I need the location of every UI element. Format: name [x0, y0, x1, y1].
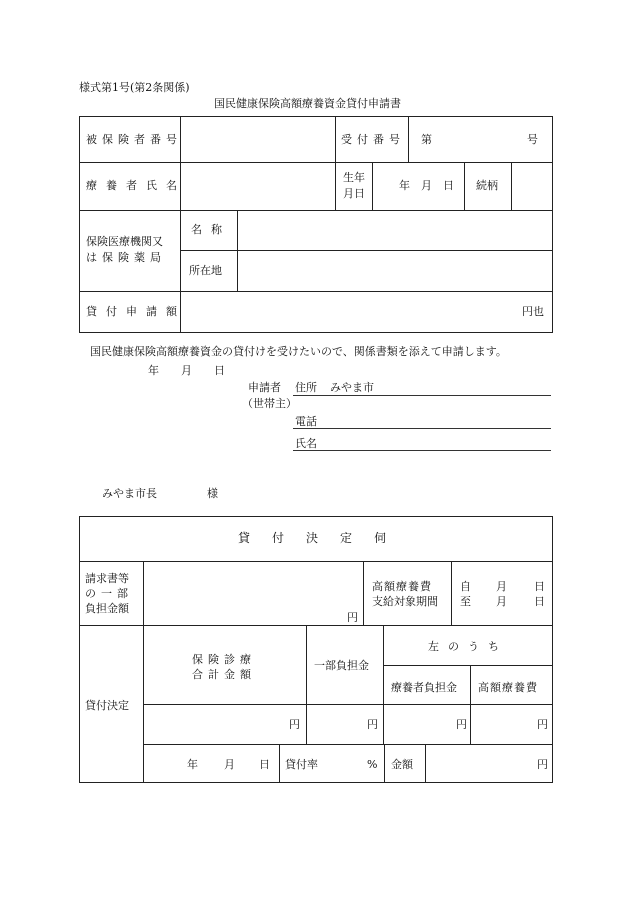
partial-burden-field[interactable]	[310, 707, 366, 741]
yen-exact-label: 円也	[522, 305, 544, 318]
applicant-address-label: 住所	[295, 381, 317, 394]
from-label: 自	[460, 580, 471, 593]
insured-number-label: 被保険者番号	[86, 133, 182, 146]
loan-amount-field[interactable]	[186, 294, 516, 329]
billed-label-2: の一部	[85, 587, 133, 600]
birth-label-1: 生年	[343, 171, 365, 184]
insured-number-field[interactable]	[186, 118, 332, 160]
form-title: 国民健康保険高額療養資金貸付申請書	[214, 97, 401, 110]
institution-address-label: 所在地	[189, 264, 222, 277]
birth-label-2: 月日	[343, 187, 365, 200]
receipt-number-label: 受付番号	[341, 133, 405, 146]
to-label: 至	[460, 595, 471, 608]
decision-amount-field[interactable]	[430, 748, 530, 780]
patient-burden-yen: 円	[456, 718, 467, 731]
applicant-phone-line[interactable]	[293, 428, 551, 429]
insurance-total-label-1: 保険診療	[192, 653, 256, 666]
institution-name-field[interactable]	[241, 213, 549, 247]
high-cost-yen: 円	[537, 718, 548, 731]
application-date[interactable]: 年 月 日	[148, 364, 225, 377]
patient-name-field[interactable]	[186, 165, 332, 207]
receipt-dai: 第	[421, 133, 432, 146]
high-cost-label: 高額療養費	[478, 681, 538, 694]
decision-month: 月	[224, 758, 235, 771]
percent-sign: %	[367, 758, 378, 771]
institution-name-label: 名称	[191, 223, 231, 236]
decision-day: 日	[259, 758, 270, 771]
receipt-go: 号	[527, 133, 538, 146]
patient-name-label: 療養者氏名	[86, 179, 186, 192]
applicant-name-line[interactable]	[293, 450, 551, 451]
billed-amount-field[interactable]	[148, 564, 344, 622]
coverage-label-2: 支給対象期間	[372, 595, 438, 608]
patient-burden-label: 療養者負担金	[391, 681, 457, 694]
addressee: みやま市長	[102, 487, 157, 500]
relationship-field[interactable]	[515, 165, 549, 207]
decision-amount-yen: 円	[537, 758, 548, 771]
institution-label-2: は保険薬局	[86, 251, 166, 264]
partial-burden-yen: 円	[367, 718, 378, 731]
insurance-total-field[interactable]	[148, 707, 283, 741]
partial-burden-label: 一部負担金	[314, 659, 369, 672]
to-day: 日	[534, 595, 545, 608]
applicant-phone-label: 電話	[295, 415, 317, 428]
household-head-label: （世帯主）	[242, 397, 297, 410]
applicant-name-label: 氏名	[295, 437, 317, 450]
addressee-suffix: 様	[207, 487, 218, 500]
loan-rate-field[interactable]	[330, 748, 364, 780]
loan-rate-label: 貸付率	[285, 758, 318, 771]
applicant-label: 申請者	[248, 381, 281, 394]
form-number: 様式第1号(第2条関係)	[79, 81, 190, 94]
decision-title: 貸付決定伺	[238, 531, 409, 545]
application-statement: 国民健康保険高額療養資金の貸付けを受けたいので、関係書類を添えて申請します。	[90, 345, 507, 358]
to-month: 月	[496, 595, 507, 608]
from-day: 日	[534, 580, 545, 593]
billed-yen: 円	[347, 611, 358, 624]
insurance-total-label-2: 合計金額	[192, 668, 256, 681]
decision-label: 貸付決定	[85, 699, 129, 712]
patient-burden-field[interactable]	[387, 707, 453, 741]
billed-label-1: 請求書等	[85, 572, 129, 585]
from-month: 月	[496, 580, 507, 593]
applicant-address-value[interactable]: みやま市	[330, 381, 374, 394]
amount-label: 金額	[391, 758, 413, 771]
of-which-label: 左のうち	[428, 640, 508, 653]
institution-address-field[interactable]	[241, 253, 549, 288]
coverage-label-1: 高額療養費	[372, 580, 432, 593]
insurance-total-yen: 円	[289, 718, 300, 731]
birth-date-field[interactable]: 年 月 日	[399, 179, 454, 192]
relationship-label: 続柄	[476, 179, 498, 192]
receipt-number-field[interactable]	[436, 120, 522, 158]
high-cost-field[interactable]	[474, 707, 534, 741]
institution-label-1: 保険医療機関又	[86, 235, 163, 248]
billed-label-3: 負担金額	[85, 602, 129, 615]
decision-year: 年	[187, 758, 198, 771]
loan-amount-label: 貸付申請額	[86, 305, 186, 318]
